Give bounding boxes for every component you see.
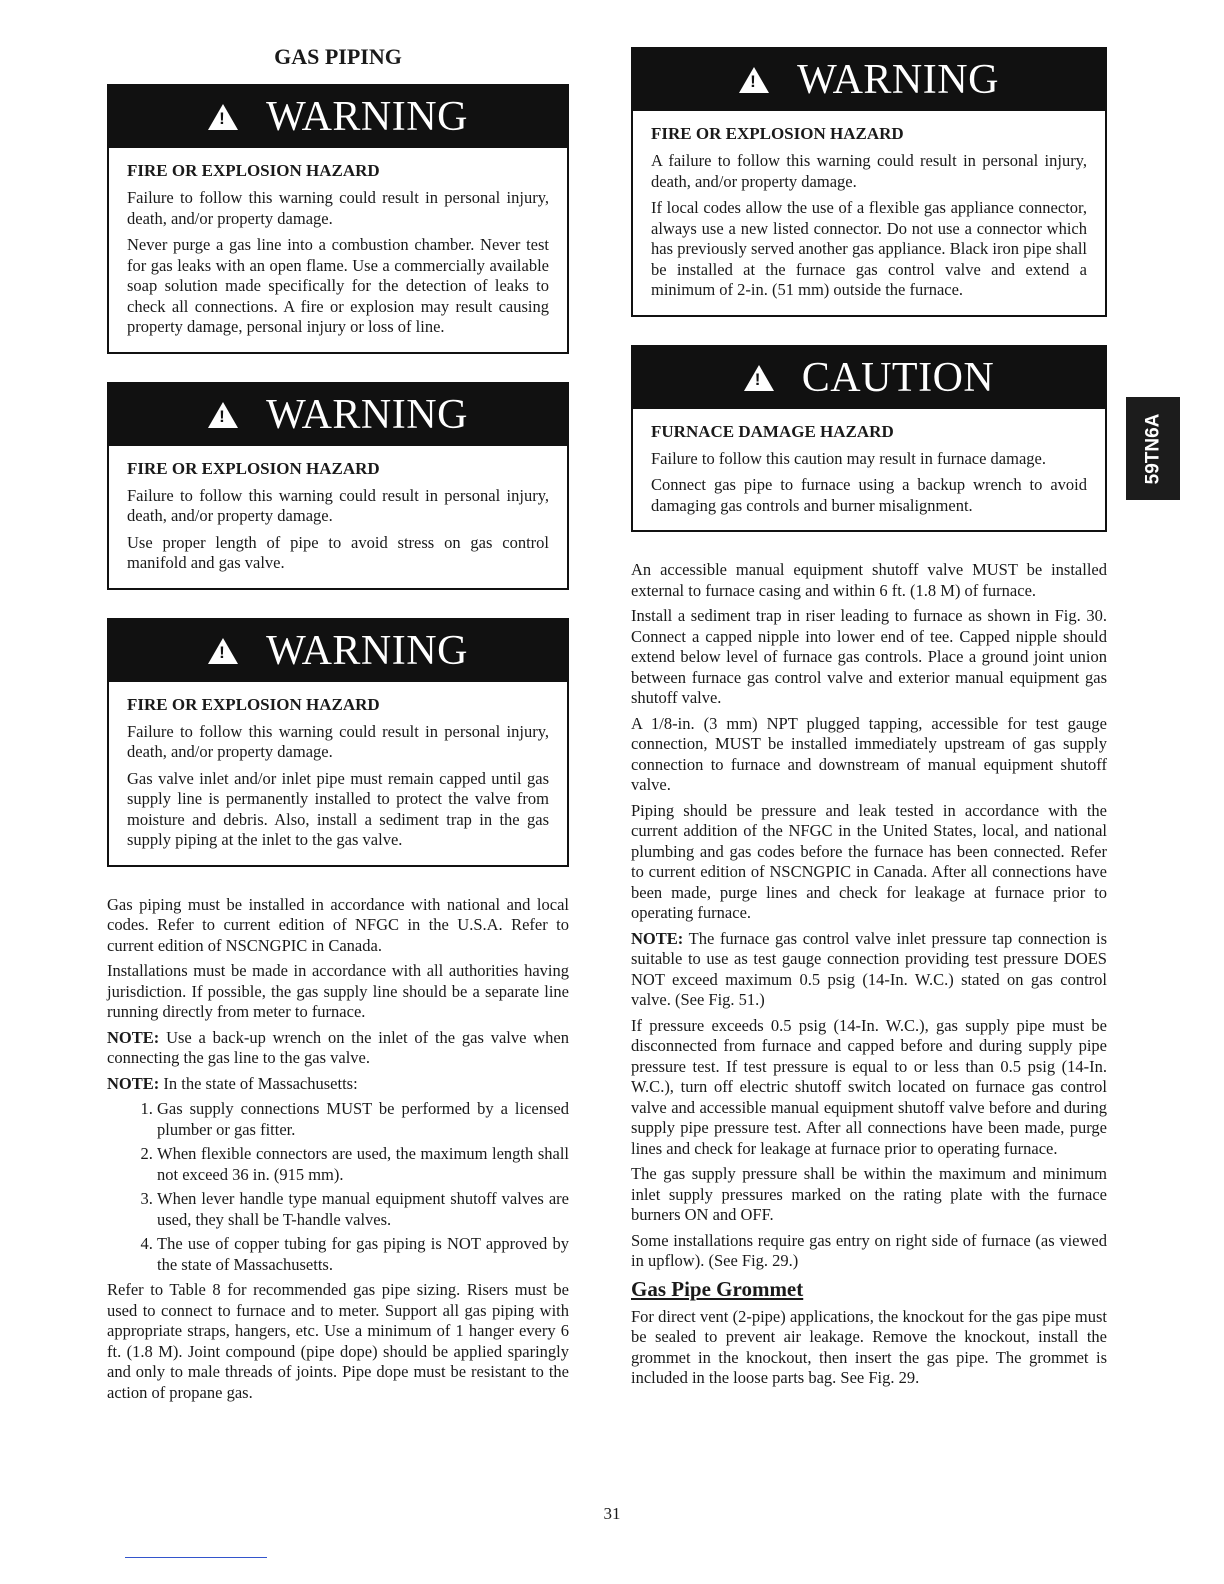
- massachusetts-list: [107, 1099, 569, 1275]
- warning-paragraph: A failure to follow this warning could result in personal injury, death, and/or property damage.: [651, 151, 1087, 191]
- warning-triangle-icon: !: [739, 67, 769, 93]
- right-column: [631, 47, 1107, 1394]
- warning-paragraph: If local codes allow the use of a flexible gas appliance connector, always use a new listed connector. Do not use a connector which has previously served another gas appliance. Black iron pipe shall be installed at the furnace gas control valve and extend a minimum of 2-in. (51 mm) outside the furnace.: [651, 198, 1087, 299]
- list-item: 4. The use of copper tubing for gas piping is NOT approved by the state of Massachusetts.: [157, 1234, 569, 1275]
- warning-header: [109, 86, 567, 148]
- warning-signal-word: WARNING: [266, 391, 468, 438]
- body-paragraph: Some installations require gas entry on right side of furnace (as viewed in upflow). (See Fig. 29.): [631, 1230, 1107, 1270]
- note-label: NOTE:: [107, 1027, 160, 1047]
- hazard-title: FIRE OR EXPLOSION HAZARD: [127, 458, 380, 478]
- note-paragraph: [107, 1074, 569, 1095]
- warning-paragraph: Failure to follow this warning could result in personal injury, death, and/or property damage.: [127, 721, 549, 761]
- body-paragraph: Piping should be pressure and leak tested in accordance with the current addition of the NFGC in the United States, local, and national plumbing and gas codes before the furnace has been connected. Refer to current edition of NSCNGPIC in Canada. After all connections have been made, purge lines and check for leakage at furnace prior to operating furnace.: [631, 800, 1107, 922]
- hazard-title: FURNACE DAMAGE HAZARD: [651, 421, 894, 441]
- body-paragraph: For direct vent (2-pipe) applications, the knockout for the gas pipe must be sealed to prevent air leakage. Remove the knockout, install the grommet in the knockout, then insert the gas pipe. The grommet is included in the loose parts bag. See Fig. 29.: [631, 1306, 1107, 1387]
- list-item: 3. When lever handle type manual equipment shutoff valves are used, they shall be T-handle valves.: [157, 1189, 569, 1230]
- warning-body: [633, 111, 1105, 315]
- warning-triangle-icon: !: [208, 104, 238, 130]
- list-item: 2. When flexible connectors are used, the maximum length shall not exceed 36 in. (915 mm).: [157, 1144, 569, 1185]
- warning-body: [109, 148, 567, 352]
- right-body-text: [631, 560, 1107, 1389]
- page-number: 31: [603, 1504, 621, 1523]
- warning-triangle-icon: !: [208, 402, 238, 428]
- hazard-title: FIRE OR EXPLOSION HAZARD: [651, 124, 904, 143]
- note-text: Use a back-up wrench on the inlet of the gas valve when connecting the gas line to the gas valve.: [107, 1027, 569, 1067]
- warning-paragraph: Use proper length of pipe to avoid stress on gas control manifold and gas valve.: [127, 532, 549, 572]
- left-body-text: [107, 895, 569, 1404]
- footer-rule: [125, 1557, 267, 1558]
- warning-box-capped-inlet: [107, 618, 569, 867]
- caution-header: [633, 347, 1105, 409]
- warning-triangle-icon: !: [208, 638, 238, 664]
- caution-body: [633, 409, 1105, 531]
- warning-box-flexible-connector: [631, 47, 1107, 317]
- hazard-title: FIRE OR EXPLOSION HAZARD: [127, 161, 380, 180]
- caution-signal-word: CAUTION: [801, 354, 995, 401]
- model-side-tab: [1126, 397, 1180, 500]
- note-paragraph: [107, 1028, 569, 1069]
- warning-header: [633, 49, 1105, 111]
- left-column: [107, 44, 569, 1408]
- gas-pipe-grommet-heading: Gas Pipe Grommet: [631, 1276, 804, 1301]
- warning-paragraph: Never purge a gas line into a combustion chamber. Never test for gas leaks with an open flame. Use a commercially available soap solution made specifically for the detection of leaks to check all connections. A fire or explosion may result causing property damage, personal injury or loss of line.: [127, 235, 549, 336]
- warning-signal-word: WARNING: [266, 627, 468, 674]
- note-label: NOTE:: [631, 928, 684, 948]
- note-text: The furnace gas control valve inlet pressure tap connection is suitable to use as test gauge connection providing test pressure DOES NOT exceed maximum 0.5 psig (14-In. W.C.) stated on gas control valve. (See Fig. 51.): [631, 928, 1107, 1009]
- note-text: In the state of Massachusetts:: [159, 1073, 358, 1093]
- note-paragraph: [631, 929, 1107, 1011]
- caution-paragraph: Failure to follow this caution may result in furnace damage.: [651, 448, 1046, 468]
- caution-box-furnace-damage: [631, 345, 1107, 533]
- body-paragraph: Refer to Table 8 for recommended gas pipe sizing. Risers must be used to connect to furnace and to meter. Support all gas piping with appropriate straps, hangers, etc. Use a minimum of 1 hanger every 6 ft. (1.8 M). Joint compound (pipe dope) should be applied sparingly and only to male threads of joints. Pipe dope must be resistant to the action of propane gas.: [107, 1280, 569, 1402]
- body-paragraph: An accessible manual equipment shutoff valve MUST be installed external to furnace casing and within 6 ft. (1.8 M) of furnace.: [631, 560, 1107, 600]
- body-paragraph: If pressure exceeds 0.5 psig (14-In. W.C.), gas supply pipe must be disconnected from furnace and capped before and during supply pipe pressure test. If test pressure is equal to or less than 0.5 psig (14-In. W.C.), turn off electric shutoff switch located on furnace gas control valve and accessible manual equipment shutoff valve before and during supply pipe pressure test. After all connections have been made, purge lines and check for leakage at furnace prior to operating furnace.: [631, 1015, 1107, 1158]
- warning-body: [109, 682, 567, 865]
- note-label: NOTE:: [107, 1073, 160, 1093]
- warning-signal-word: WARNING: [266, 94, 468, 140]
- caution-paragraph: Connect gas pipe to furnace using a backup wrench to avoid damaging gas controls and burner misalignment.: [651, 475, 1087, 515]
- warning-signal-word: WARNING: [797, 57, 999, 103]
- body-paragraph: Installations must be made in accordance with all authorities having jurisdiction. If possible, the gas supply line should be a separate line running directly from meter to furnace.: [107, 961, 569, 1021]
- warning-box-pipe-length: [107, 382, 569, 590]
- model-number: 59TN6A: [1142, 413, 1163, 484]
- warning-body: [109, 446, 567, 588]
- body-paragraph: A 1/8-in. (3 mm) NPT plugged tapping, accessible for test gauge connection, MUST be installed immediately upstream of gas supply connection to furnace and downstream of manual equipment shutoff valve.: [631, 713, 1107, 794]
- section-title: GAS PIPING: [274, 44, 402, 69]
- warning-box-purge: [107, 84, 569, 354]
- body-paragraph: Install a sediment trap in riser leading to furnace as shown in Fig. 30. Connect a capped nipple into lower end of tee. Capped nipple should extend below level of furnace gas controls. Place a ground joint union between furnace gas control valve and exterior manual equipment gas shutoff valve.: [631, 606, 1107, 707]
- hazard-title: FIRE OR EXPLOSION HAZARD: [127, 694, 380, 714]
- caution-triangle-icon: !: [744, 365, 774, 391]
- warning-header: [109, 384, 567, 446]
- body-paragraph: The gas supply pressure shall be within the maximum and minimum inlet supply pressures marked on the rating plate with the furnace burners ON and OFF.: [631, 1164, 1107, 1224]
- warning-paragraph: Failure to follow this warning could result in personal injury, death, and/or property damage.: [127, 485, 549, 525]
- warning-paragraph: Gas valve inlet and/or inlet pipe must remain capped until gas supply line is permanently installed to protect the valve from moisture and debris. Also, install a sediment trap in the gas supply piping at the inlet to the gas valve.: [127, 768, 549, 849]
- body-paragraph: Gas piping must be installed in accordance with national and local codes. Refer to current edition of NFGC in the U.S.A. Refer to current edition of NSCNGPIC in Canada.: [107, 894, 569, 955]
- warning-header: [109, 620, 567, 682]
- list-item: 1. Gas supply connections MUST be performed by a licensed plumber or gas fitter.: [157, 1099, 569, 1140]
- warning-paragraph: Failure to follow this warning could result in personal injury, death, and/or property damage.: [127, 188, 549, 228]
